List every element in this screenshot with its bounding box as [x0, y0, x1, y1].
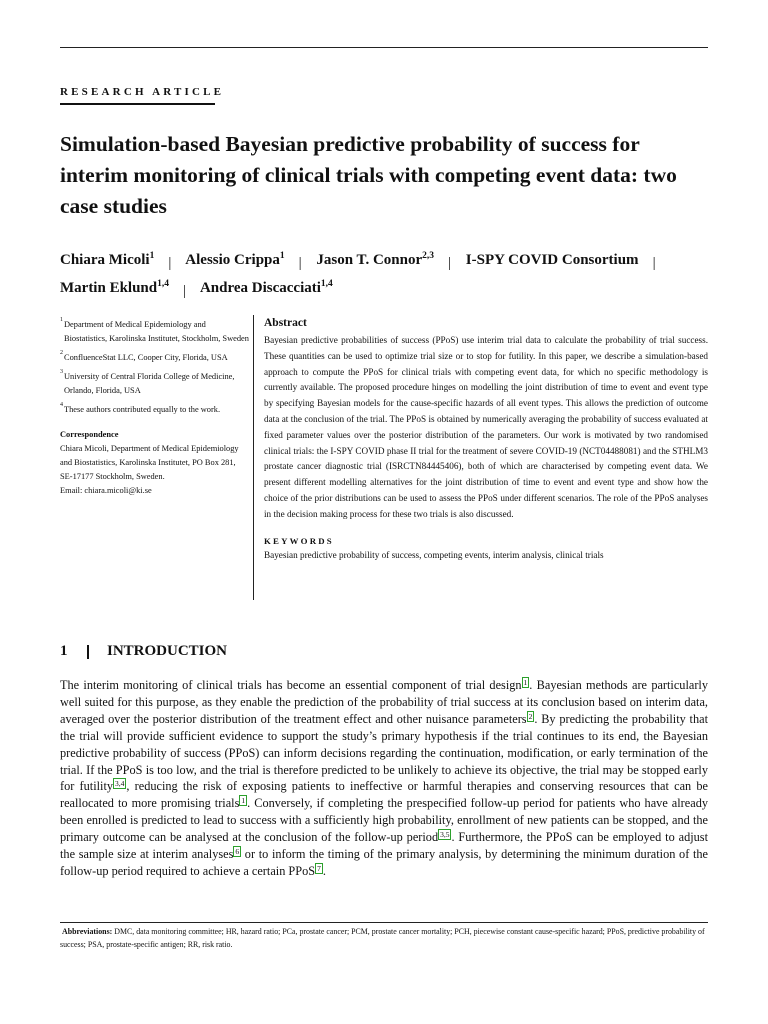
keywords-heading: KEYWORDS	[264, 535, 334, 546]
citation-link[interactable]: 2	[528, 711, 533, 721]
author: Jason T. Connor$^{2,3}$	[316, 251, 434, 268]
article-type-underline	[60, 103, 215, 105]
affiliation: $^1$ Department of Medical Epidemiology and Biostatistics, Karolinska Institutet, Stockholm, Sweden	[60, 317, 249, 343]
citation-link[interactable]: 3,4	[115, 779, 125, 789]
affiliation: $^4$ These authors contributed equally to the work.	[60, 402, 221, 414]
author: I-SPY COVID Consortium	[465, 252, 639, 268]
keywords-list: Bayesian predictive probability of success, competing events, interim analysis, clinical trials	[264, 549, 604, 560]
author-separator: |	[183, 283, 187, 299]
column-divider	[253, 315, 254, 600]
section-bar	[87, 645, 89, 659]
abbreviations-footnote	[60, 926, 710, 951]
citation-link[interactable]: 6	[235, 847, 240, 857]
paper-title: Simulation-based Bayesian predictive probability of success for interim monitoring of clinical trials with competing event data: two case studies	[60, 132, 677, 218]
article-type-label: RESEARCH ARTICLE	[60, 86, 225, 98]
affiliation: $^2$ ConfluenceStat LLC, Cooper City, Florida, USA	[60, 350, 228, 362]
introduction-paragraph: The interim monitoring of clinical trials has become an essential component of trial design 1 . Bayesian methods are particularly well suited for this purpose, as they enable the prediction of the probability of trial success at its conclusion based on interim data, averaged over the posterior distribution of the treatment effect and other nuisance parameters 2 . By predicting the probability that the trial will provide sufficient evidence to support the study’s primary hypothesis if the trial continues to its end, the Bayesian predictive probability of success (PPoS) can inform decisions regarding the continuation, modification, or early termination of the trial. If the PPoS is too low, and the trial is therefore predicted to be unlikely to achieve its objective, the trial may be stopped early for futility 3,4 , reducing the risk of exposing patients to ineffective or harmful therapies and conserving resources that can be reallocated to more promising trials 1 . Conversely, if completing the prespecified follow-up period for patients who have already been enrolled is predicted to lead to success with a sufficiently high probability, enrollment of new patients can be stopped, and the primary outcome can be analysed at the conclusion of the follow-up period 3,5 . Furthermore, the PPoS can be employed to adjust the sample size at interim analyses 6 or to inform the timing of the primary analysis, by determining the minimum duration of the follow-up period required to achieve a certain PPoS 7 .	[60, 678, 708, 878]
citation-link[interactable]: 1	[523, 678, 528, 687]
correspondence-heading: Correspondence	[60, 430, 119, 439]
author-separator: |	[448, 255, 452, 271]
author-separator: |	[298, 255, 302, 271]
author: Andrea Discacciati$^{1,4}$	[199, 279, 333, 296]
section-number: 1	[60, 643, 68, 659]
correspondence-email[interactable]: Email: chiara.micoli@ki.se	[60, 486, 152, 495]
author: Chiara Micoli$^1$	[60, 251, 155, 268]
author-list	[60, 244, 720, 300]
header-rule	[60, 47, 708, 48]
citation-link[interactable]: 3,5	[440, 830, 450, 840]
abbreviations-label: Abbreviations:	[62, 927, 113, 936]
section-title: INTRODUCTION	[107, 643, 228, 659]
affiliations-column	[60, 318, 250, 498]
author: Martin Eklund$^{1,4}$	[60, 279, 169, 296]
affiliation: $^3$ University of Central Florida College of Medicine, Orlando, Florida, USA	[60, 369, 235, 395]
author-separator: |	[652, 255, 656, 271]
author-separator: |	[168, 255, 172, 271]
section-heading	[60, 643, 227, 660]
citation-link[interactable]: 7	[317, 863, 321, 873]
abstract-body: Bayesian predictive probabilities of success (PPoS) use interim trial data to calculate the probability of trial success. These quantities can be used to optimize trial size or to stop for futility. In this paper, we describe a simulation-based approach to compute the PPoS for clinical trials with competing event data, for which no specific methodology is currently available. The proposed procedure hinges on modelling the joint distribution of time to event and event type by specifying Bayesian models for the cause-specific hazards of all event types. This allows the prediction of outcome data at the conclusion of the trial. The PPoS is obtained by numerically averaging the probability of success evaluated at fixed parameter values over the posterior distribution of the parameters. Our work is motivated by two randomised clinical trials: the I-SPY COVID phase II trial for the treatment of severe COVID-19 (NCT04488081) and the STHLM3 prostate cancer diagnostic trial (ISRCTN84445406), both of which are characterised by competing event data. We present different modelling alternatives for the joint distribution of time to event and event type and show how the choice of the prior distributions can be used to assess the PPoS under different scenarios. The role of the PPoS analyses in the decision making process for these two trials is also discussed.	[264, 335, 708, 519]
citation-link[interactable]: 1	[241, 796, 246, 806]
abstract-heading: Abstract	[264, 317, 307, 329]
footnote-rule	[60, 922, 708, 923]
author: Alessio Crippa$^1$	[185, 251, 285, 268]
correspondence-address: Chiara Micoli, Department of Medical Epidemiology and Biostatistics, Karolinska Institutet, PO Box 281, SE-17177 Stockholm, Sweden.	[60, 444, 239, 481]
abbreviations-text: DMC, data monitoring committee; HR, hazard ratio; PCa, prostate cancer; PCM, prostate cancer mortality; PCH, piecewise constant cause-specific hazard; PPoS, predictive probability of success; PSA, prostate-specific antigen; RR, risk ratio.	[60, 927, 705, 949]
abstract-section	[264, 317, 708, 563]
